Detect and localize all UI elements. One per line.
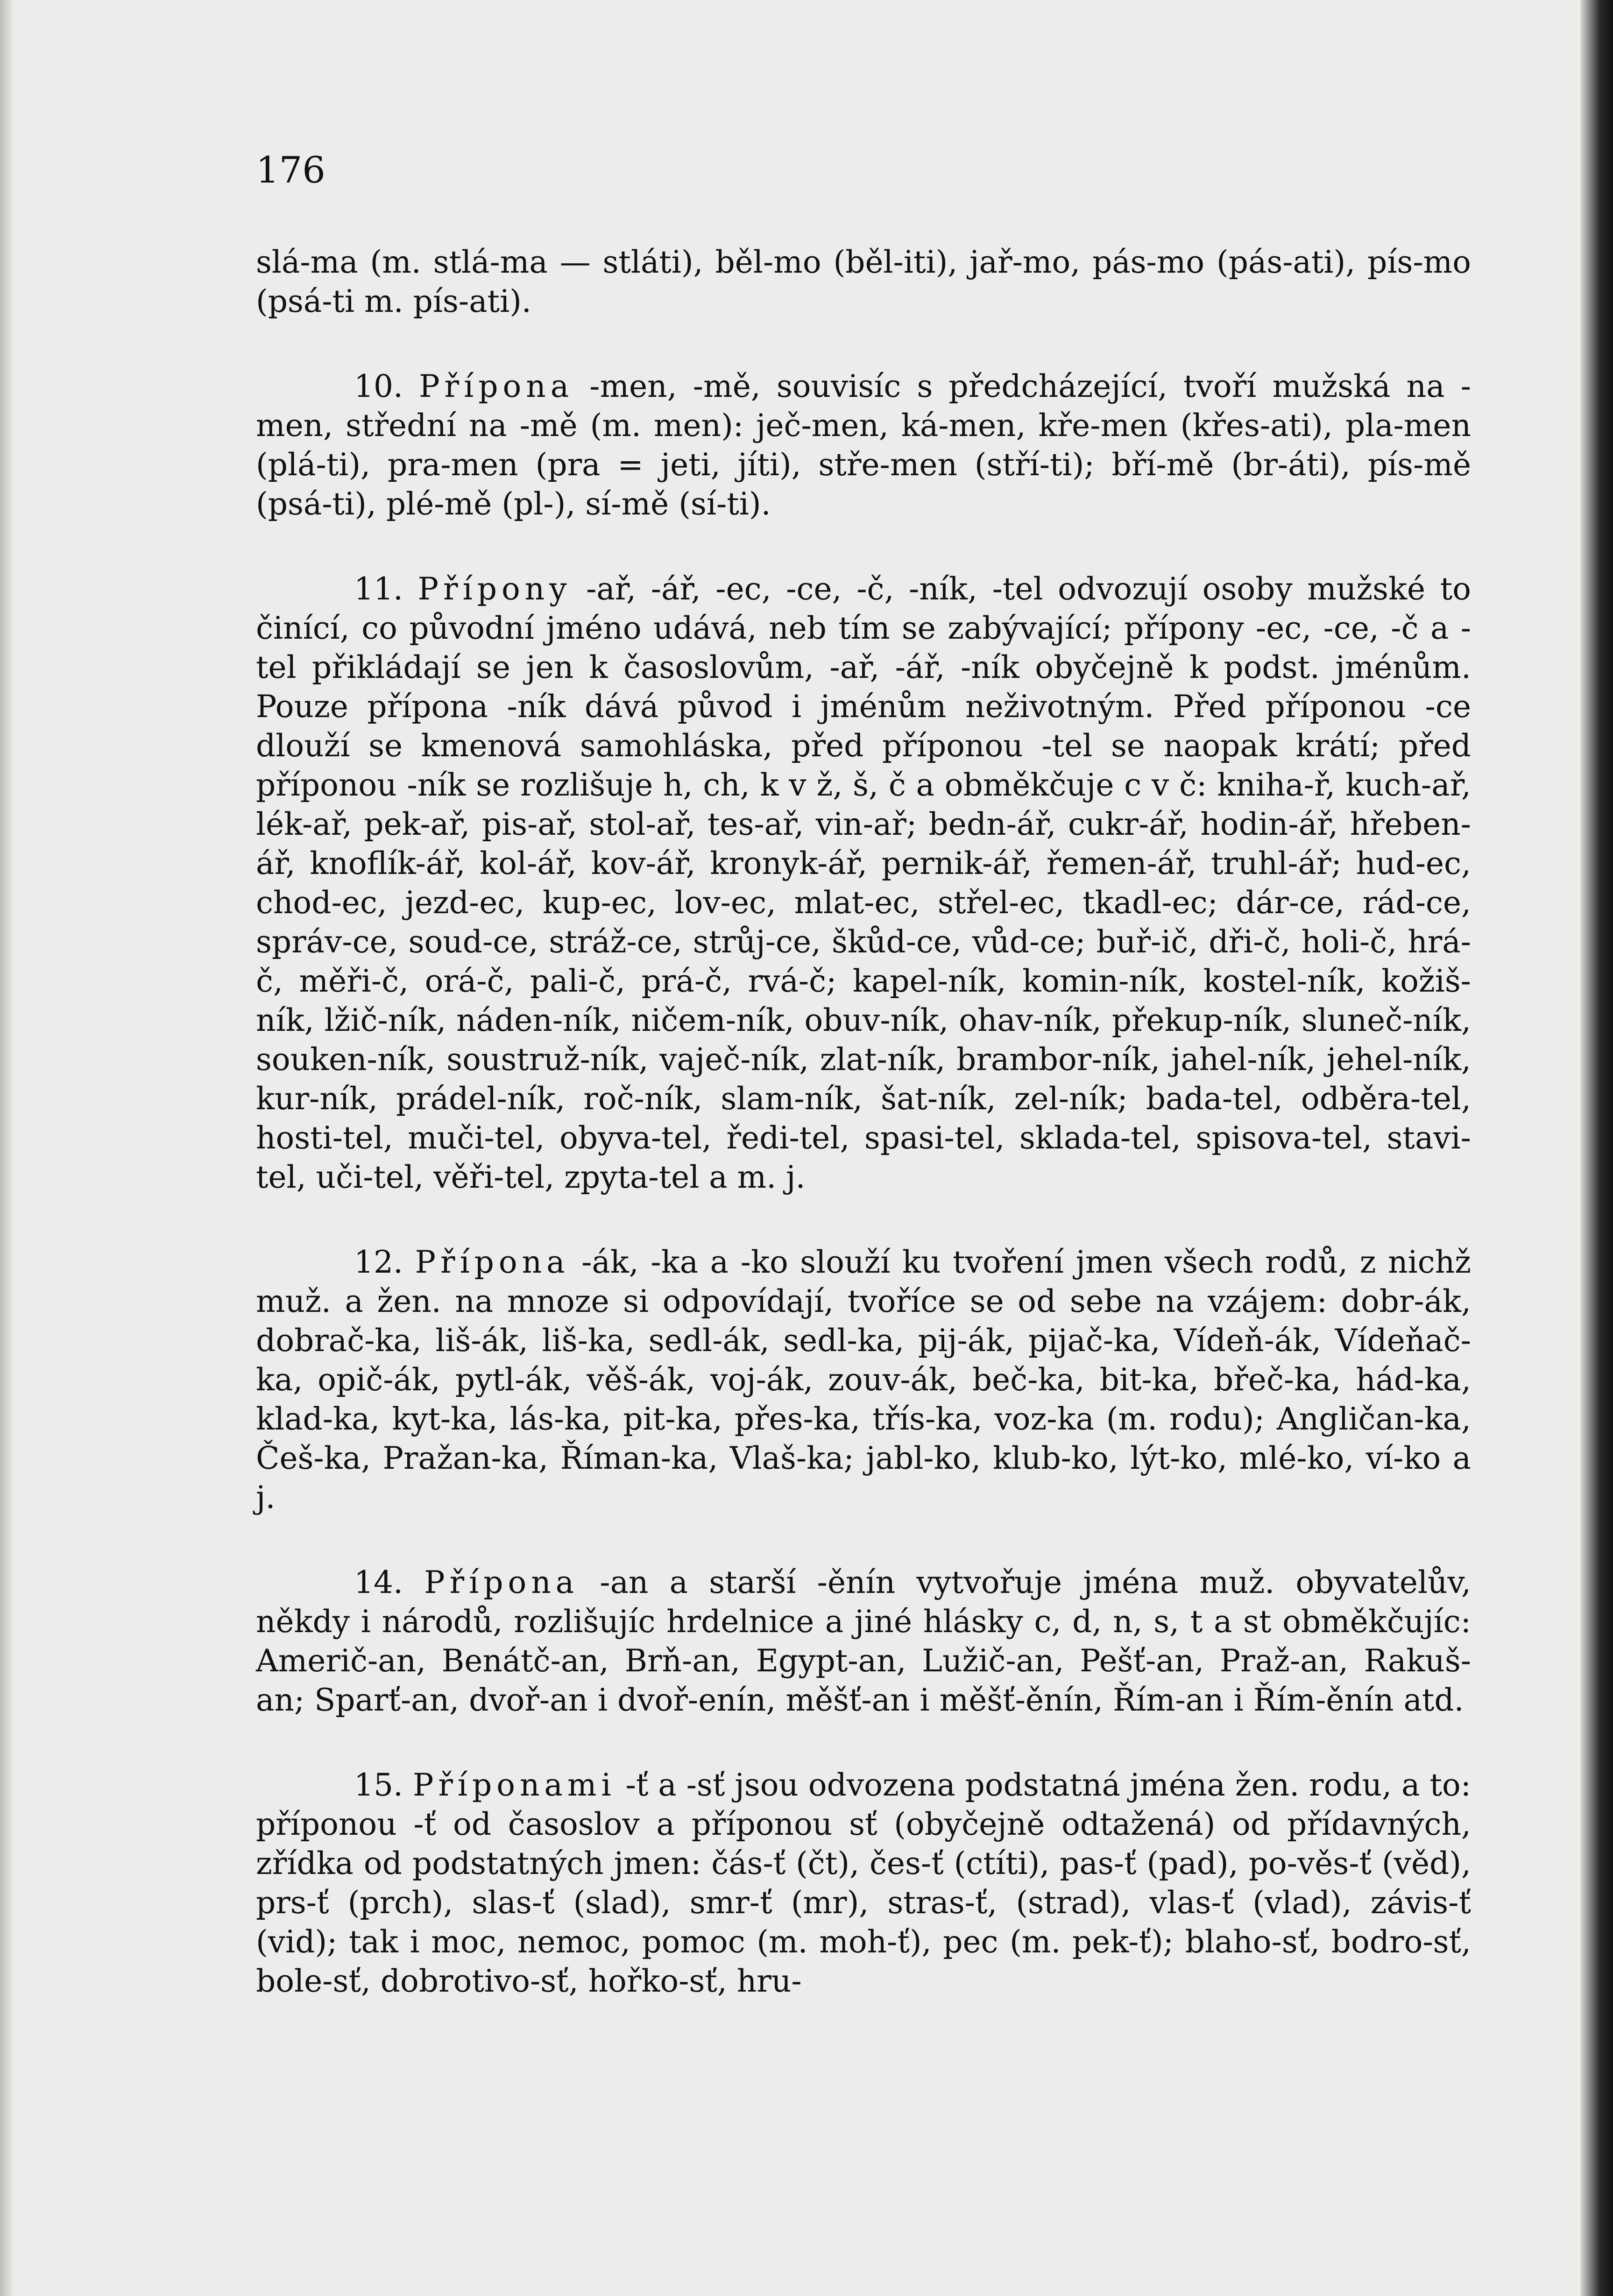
- paragraph-11: [256, 570, 1471, 1197]
- paragraph-15: [256, 1766, 1471, 2001]
- paragraph-lead: Přípona: [419, 368, 574, 404]
- paragraph-number: 11.: [354, 571, 403, 607]
- paragraph-lead: Příponami: [412, 1767, 616, 1803]
- paragraph-number: 12.: [354, 1244, 403, 1280]
- body-text: [256, 243, 1471, 2047]
- paragraph-text: -an a starší -ěnín vytvořuje jména muž. obyvatelův, někdy i národů, rozlišujíc hrdelnice a jiné hlásky c, d, n, s, t a st obměkčujíc: Američ-an, Benátč-an, Brň-an, Egypt-an, Lužič-an, Pešť-an, Praž-an, Rakuš-an; Sparť-an, dvoř-an i dvoř-enín, měšť-an i měšť-ěnín, Řím-an i Řím-ěnín atd.: [256, 1564, 1471, 1718]
- paragraph-10: [256, 367, 1471, 524]
- paragraph-number: 14.: [354, 1564, 403, 1600]
- paragraph-text: -ař, -ář, -ec, -ce, -č, -ník, -tel odvozují osoby mužské to činící, co původní jméno udává, neb tím se zabývající; přípony -ec, -ce, -č a -tel přikládají se jen k časoslovům, -ař, -ář, -ník obyčejně k podst. jménům. Pouze přípona -ník dává původ i jménům neživotným. Před příponou -ce dlouží se kmenová samohláska, před příponou -tel se naopak krátí; před příponou -ník se rozlišuje h, ch, k v ž, š, č a obměkčuje c v č: kniha-ř, kuch-ař, lék-ař, pek-ař, pis-ař, stol-ař, tes-ař, vin-ař; bedn-ář, cukr-ář, hodin-ář, hřeben-ář, knoflík-ář, kol-ář, kov-ář, kronyk-ář, pernik-ář, řemen-ář, truhl-ář; hud-ec, chod-ec, jezd-ec, kup-ec, lov-ec, mlat-ec, střel-ec, tkadl-ec; dár-ce, rád-ce, správ-ce, soud-ce, stráž-ce, strůj-ce, škůd-ce, vůd-ce; buř-ič, dři-č, holi-č, hrá-č, měři-č, orá-č, pali-č, prá-č, rvá-č; kapel-ník, komin-ník, kostel-ník, kožiš-ník, lžič-ník, náden-ník, ničem-ník, obuv-ník, ohav-ník, překup-ník, sluneč-ník, souken-ník, soustruž-ník, vaječ-ník, zlat-ník, brambor-ník, jahel-ník, jehel-ník, kur-ník, prádel-ník, roč-ník, slam-ník, šat-ník, zel-ník; bada-tel, odběra-tel, hosti-tel, muči-tel, obyva-tel, ředi-tel, spasi-tel, sklada-tel, spisova-tel, stavi-tel, uči-tel, věři-tel, zpyta-tel a m. j.: [256, 571, 1471, 1195]
- page-right-edge-shadow: [1580, 0, 1613, 2296]
- page-left-edge: [0, 0, 14, 2296]
- paragraph-text: -ť a -sť jsou odvozena podstatná jména žen. rodu, a to: příponou -ť od časoslov a příponou sť (obyčejně odtažená) od přídavných, zřídka od podstatných jmen: čás-ť (čt), čes-ť (ctíti), pas-ť (pad), po-věs-ť (věd), prs-ť (prch), slas-ť (slad), smr-ť (mr), stras-ť, (strad), vlas-ť (vlad), závis-ť (vid); tak i moc, nemoc, pomoc (m. moh-ť), pec (m. pek-ť); blaho-sť, bodro-sť, bole-sť, dobrotivo-sť, hořko-sť, hru-: [256, 1767, 1471, 1999]
- paragraph-14: [256, 1563, 1471, 1720]
- paragraph-text: -men, -mě, souvisíc s předcházející, tvoří mužská na -men, střední na -mě (m. men): ječ-men, ká-men, kře-men (křes-ati), pla-men (plá-ti), pra-men (pra = jeti, jíti), stře-men (stří-ti); bří-mě (br-áti), pís-mě (psá-ti), plé-mě (pl-), sí-mě (sí-ti).: [256, 368, 1472, 522]
- paragraph-lead: Přípona: [415, 1244, 570, 1280]
- page-number: 176: [256, 149, 325, 191]
- paragraph-lead: Přípony: [417, 571, 572, 607]
- paragraph-number: 10.: [354, 368, 403, 404]
- paragraph-text: slá-ma (m. stlá-ma — stláti), běl-mo (běl-iti), jař-mo, pás-mo (pás-ati), pís-mo (psá-ti m. pís-ati).: [256, 244, 1471, 319]
- paragraph-number: 15.: [354, 1767, 403, 1803]
- paragraph-12: [256, 1243, 1471, 1517]
- paragraph-text: -ák, -ka a -ko slouží ku tvoření jmen všech rodů, z nichž muž. a žen. na mnoze si odpovídají, tvoříce se od sebe na vzájem: dobr-ák, dobrač-ka, liš-ák, liš-ka, sedl-ák, sedl-ka, pij-ák, pijač-ka, Vídeň-ák, Vídeňač-ka, opič-ák, pytl-ák, věš-ák, voj-ák, zouv-ák, beč-ka, bit-ka, břeč-ka, hád-ka, klad-ka, kyt-ka, lás-ka, pit-ka, přes-ka, třís-ka, voz-ka (m. rodu); Angličan-ka, Češ-ka, Pražan-ka, Říman-ka, Vlaš-ka; jabl-ko, klub-ko, lýt-ko, mlé-ko, ví-ko a j.: [256, 1244, 1472, 1515]
- paragraph-lead: Přípona: [424, 1564, 579, 1600]
- paragraph-continued: [256, 243, 1471, 321]
